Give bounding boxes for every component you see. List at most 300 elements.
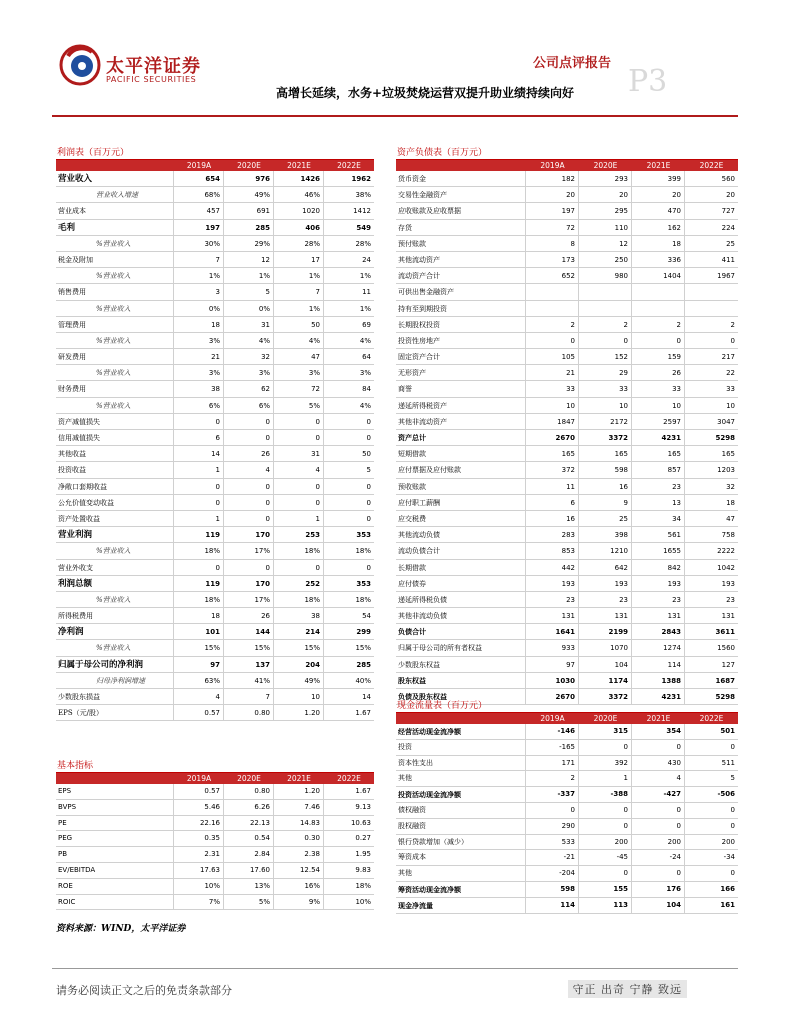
table-row — [56, 657, 374, 673]
table-row — [396, 268, 738, 284]
row-value: 69 — [362, 320, 371, 329]
row-value: 2670 — [526, 689, 579, 704]
table-row — [396, 527, 738, 543]
row-value: 4231 — [632, 689, 685, 704]
row-value: 1174 — [579, 673, 632, 688]
row-value: -34 — [723, 853, 735, 862]
row-label: 管理费用 — [56, 317, 174, 332]
row-value: 0 — [274, 414, 324, 429]
row-label: 毛利 — [56, 220, 174, 235]
row-label: %营业收入 — [56, 333, 174, 348]
year-header: 2021E — [646, 161, 671, 170]
row-value: 2597 — [632, 414, 685, 429]
row-value: 20 — [726, 191, 735, 200]
row-value: 0 — [366, 563, 371, 572]
row-value: 411 — [721, 255, 735, 264]
row-value: 176 — [632, 882, 685, 897]
year-header: 2019A — [186, 774, 212, 783]
table-row — [396, 398, 738, 414]
row-value: 23 — [632, 479, 685, 494]
row-value: 127 — [721, 660, 735, 669]
table-row — [56, 333, 374, 349]
row-value: 200 — [721, 837, 735, 846]
row-value: 406 — [274, 220, 324, 235]
table-row — [396, 866, 738, 882]
table-row — [56, 462, 374, 478]
disclaimer-text: 请务必阅读正文之后的免责条款部分 — [56, 984, 232, 997]
row-value: 144 — [224, 624, 274, 639]
row-value: 32 — [224, 349, 274, 364]
row-value: 200 — [632, 835, 685, 850]
row-value — [632, 284, 685, 299]
row-value: 6% — [224, 398, 274, 413]
row-value: 18 — [174, 317, 224, 332]
row-value: 3% — [224, 365, 274, 380]
table-row — [56, 879, 374, 895]
row-value: 1388 — [632, 673, 685, 688]
table-row — [396, 640, 738, 656]
row-value: 0 — [632, 819, 685, 834]
table-row — [396, 171, 738, 187]
row-value: 23 — [726, 595, 735, 604]
table-row — [396, 576, 738, 592]
row-value: 31 — [274, 446, 324, 461]
row-value: 0 — [730, 821, 735, 830]
table-row — [396, 543, 738, 559]
row-value: 501 — [720, 727, 735, 735]
table-title: 利润表（百万元） — [56, 147, 374, 160]
logo-chinese-name: 太平洋证券 — [106, 56, 201, 77]
row-value: 353 — [356, 579, 371, 588]
row-label: 应收账款及应收票据 — [396, 203, 526, 218]
row-value: 29 — [579, 365, 632, 380]
row-value: 15% — [224, 640, 274, 655]
row-value: 119 — [174, 576, 224, 591]
row-value: -506 — [717, 790, 735, 799]
row-value: 0 — [274, 430, 324, 445]
table-row — [56, 446, 374, 462]
row-value: 16 — [579, 479, 632, 494]
row-value: 252 — [274, 576, 324, 591]
row-value: 165 — [632, 446, 685, 461]
table-row — [396, 317, 738, 333]
row-value: 1% — [274, 268, 324, 283]
row-value: 0 — [579, 333, 632, 348]
year-header: 2019A — [540, 161, 565, 170]
row-value: 152 — [579, 349, 632, 364]
row-value: 654 — [174, 171, 224, 186]
table-row — [396, 608, 738, 624]
table-row — [56, 624, 374, 640]
row-value: 9.13 — [355, 802, 371, 811]
row-label: 股权融资 — [396, 819, 526, 834]
row-value: 392 — [579, 756, 632, 771]
data-source-note: 资料来源：WIND，太平洋证券 — [56, 924, 186, 934]
year-header: 2022E — [699, 714, 724, 723]
row-value: 49% — [224, 187, 274, 202]
row-value: 1426 — [274, 171, 324, 186]
row-value: -165 — [526, 740, 579, 755]
row-value: 1 — [174, 462, 224, 477]
row-label: 投资活动现金流净额 — [396, 787, 526, 802]
logo-english-name: PACIFIC SECURITIES — [106, 75, 197, 84]
row-value: 18% — [174, 543, 224, 558]
table-row — [396, 850, 738, 866]
year-header: 2021E — [646, 714, 671, 723]
row-value: 1655 — [632, 543, 685, 558]
row-value: 1.20 — [274, 705, 324, 720]
table-title: 基本指标 — [56, 760, 374, 773]
row-label: 筹资活动现金流净额 — [396, 882, 526, 897]
balance-sheet-table — [396, 147, 738, 705]
row-value: 17% — [224, 592, 274, 607]
row-value: 0 — [224, 479, 274, 494]
row-value: 18% — [355, 881, 371, 890]
row-value: 10 — [274, 689, 324, 704]
row-value: 0 — [366, 417, 371, 426]
row-value: 101 — [174, 624, 224, 639]
row-value: 0 — [579, 803, 632, 818]
row-value: 4 — [174, 689, 224, 704]
row-value: 1274 — [632, 640, 685, 655]
row-value: 200 — [579, 835, 632, 850]
table-row — [56, 592, 374, 608]
row-label: 筹资成本 — [396, 850, 526, 865]
year-header: 2019A — [186, 161, 212, 170]
row-value: 9 — [579, 495, 632, 510]
row-label: 长期股权投资 — [396, 317, 526, 332]
row-value: 28% — [355, 239, 371, 248]
row-label: 信用减值损失 — [56, 430, 174, 445]
row-value: 15% — [174, 640, 224, 655]
row-value: 1030 — [526, 673, 579, 688]
row-value: 0 — [579, 819, 632, 834]
row-value: 4 — [632, 771, 685, 786]
row-value: 5% — [224, 895, 274, 910]
row-value: 12.54 — [274, 863, 324, 878]
row-value: -388 — [579, 787, 632, 802]
row-value: 17.63 — [174, 863, 224, 878]
table-row — [396, 236, 738, 252]
row-value: 1641 — [526, 624, 579, 639]
row-value: 290 — [526, 819, 579, 834]
row-label: 可供出售金融资产 — [396, 284, 526, 299]
row-value: 2.84 — [224, 847, 274, 862]
row-value — [526, 284, 579, 299]
row-label: 投资 — [396, 740, 526, 755]
pacific-logo-icon — [58, 42, 102, 88]
table-row — [56, 317, 374, 333]
table-row — [56, 365, 374, 381]
row-value: 1070 — [579, 640, 632, 655]
row-label: 其他 — [396, 866, 526, 881]
row-value: 1.67 — [355, 787, 371, 795]
row-label: 投资收益 — [56, 462, 174, 477]
row-value: 1210 — [579, 543, 632, 558]
table-row — [56, 220, 374, 236]
row-value: 0.30 — [274, 831, 324, 846]
row-value: 173 — [526, 252, 579, 267]
row-label: %营业收入 — [56, 543, 174, 558]
row-value: 23 — [632, 592, 685, 607]
row-value: 2172 — [579, 414, 632, 429]
table-row — [396, 381, 738, 397]
row-value: 25 — [726, 239, 735, 248]
row-value: 7 — [174, 252, 224, 267]
row-value: 22.16 — [174, 816, 224, 831]
row-value: 25 — [579, 511, 632, 526]
row-value: 18% — [274, 592, 324, 607]
row-value: 0 — [274, 560, 324, 575]
table-row — [396, 657, 738, 673]
table-row — [396, 495, 738, 511]
row-value: 0 — [730, 805, 735, 814]
row-value: -21 — [526, 850, 579, 865]
row-value: 5% — [274, 398, 324, 413]
row-value: 4 — [274, 462, 324, 477]
row-value: 10.63 — [350, 818, 371, 827]
row-value: 0 — [366, 482, 371, 491]
row-value: -427 — [632, 787, 685, 802]
row-value: 131 — [579, 608, 632, 623]
table-row — [56, 203, 374, 219]
table-row — [56, 511, 374, 527]
row-value: 2199 — [579, 624, 632, 639]
company-slogan: 守正 出奇 宁静 致远 — [568, 980, 688, 998]
row-value: 104 — [579, 657, 632, 672]
table-row — [396, 724, 738, 740]
row-value: 10% — [174, 879, 224, 894]
row-label: 负债合计 — [396, 624, 526, 639]
row-value: 0.80 — [224, 784, 274, 799]
row-label: %营业收入 — [56, 236, 174, 251]
table-row — [56, 284, 374, 300]
row-label: 营业收入 — [56, 171, 174, 186]
row-label: PB — [56, 847, 174, 862]
row-value: 0.80 — [224, 705, 274, 720]
table-row — [56, 800, 374, 816]
row-label: PE — [56, 816, 174, 831]
row-value: 3372 — [579, 430, 632, 445]
company-logo — [58, 42, 208, 92]
row-value: -204 — [526, 866, 579, 881]
table-row — [56, 689, 374, 705]
table-row — [56, 705, 374, 721]
row-value: 2 — [579, 317, 632, 332]
row-value — [579, 301, 632, 316]
row-value: 41% — [224, 673, 274, 688]
row-label: 少数股东损益 — [56, 689, 174, 704]
row-value: 285 — [224, 220, 274, 235]
row-label: 其他非流动负债 — [396, 608, 526, 623]
row-label: 负债及股东权益 — [396, 689, 526, 704]
row-value: 758 — [721, 531, 735, 540]
row-value: 10% — [355, 897, 371, 906]
row-value: 170 — [224, 576, 274, 591]
table-row — [396, 898, 738, 914]
row-value: 22.13 — [224, 816, 274, 831]
row-value: 193 — [579, 576, 632, 591]
row-value: 1% — [224, 268, 274, 283]
row-value: 47 — [274, 349, 324, 364]
row-value: 3372 — [579, 689, 632, 704]
row-label: 其他非流动资产 — [396, 414, 526, 429]
table-row — [396, 673, 738, 689]
row-label: 其他流动负债 — [396, 527, 526, 542]
row-value: 857 — [632, 462, 685, 477]
table-row — [396, 624, 738, 640]
row-value: 14.83 — [274, 816, 324, 831]
table-row — [396, 203, 738, 219]
row-value: 0 — [526, 803, 579, 818]
row-value — [632, 301, 685, 316]
row-label: 资产总计 — [396, 430, 526, 445]
row-label: 存货 — [396, 220, 526, 235]
row-value: 1% — [359, 272, 371, 281]
row-value: 18% — [274, 543, 324, 558]
row-value: 10 — [579, 398, 632, 413]
table-row — [396, 819, 738, 835]
row-value: 933 — [526, 640, 579, 655]
row-value: 64 — [362, 353, 371, 362]
row-value: 171 — [526, 756, 579, 771]
table-row — [396, 592, 738, 608]
table-row — [396, 787, 738, 803]
row-label: 所得税费用 — [56, 608, 174, 623]
year-header: 2020E — [593, 161, 618, 170]
row-value: 0 — [224, 495, 274, 510]
row-value: 0% — [224, 301, 274, 316]
row-label: 营业收入增速 — [56, 187, 174, 202]
row-value: 0.35 — [174, 831, 224, 846]
row-value: 31 — [224, 317, 274, 332]
row-value: 33 — [579, 381, 632, 396]
table-row — [396, 349, 738, 365]
row-label: 商誉 — [396, 381, 526, 396]
row-value: 0 — [579, 740, 632, 755]
row-value: 7% — [174, 895, 224, 910]
row-value: 193 — [632, 576, 685, 591]
row-value: 0 — [224, 511, 274, 526]
row-value: 853 — [526, 543, 579, 558]
row-value: 2843 — [632, 624, 685, 639]
row-label: 流动资产合计 — [396, 268, 526, 283]
row-label: 净利润 — [56, 624, 174, 639]
row-label: EPS — [56, 784, 174, 799]
row-value: 26 — [632, 365, 685, 380]
row-label: %营业收入 — [56, 268, 174, 283]
row-value: 0 — [632, 803, 685, 818]
row-value: 1 — [579, 771, 632, 786]
row-value: 253 — [274, 527, 324, 542]
row-value: 40% — [355, 676, 371, 685]
row-value: 1% — [174, 268, 224, 283]
row-value: 32 — [726, 482, 735, 491]
row-value: 6 — [526, 495, 579, 510]
table-header — [396, 713, 738, 724]
row-label: 持有至到期投资 — [396, 301, 526, 316]
row-value: 29% — [224, 236, 274, 251]
row-value: 6% — [174, 398, 224, 413]
table-row — [56, 576, 374, 592]
row-value: 159 — [632, 349, 685, 364]
row-value: 7.46 — [274, 800, 324, 815]
row-value — [579, 284, 632, 299]
row-value: 470 — [632, 203, 685, 218]
row-value: 0 — [224, 430, 274, 445]
row-value: 33 — [526, 381, 579, 396]
row-label: 公允价值变动收益 — [56, 495, 174, 510]
row-label: 经营活动现金流净额 — [396, 724, 526, 739]
row-value: 4% — [224, 333, 274, 348]
table-row — [56, 847, 374, 863]
row-value: 1560 — [717, 644, 735, 653]
row-value: 131 — [721, 612, 735, 621]
row-label: 应付职工薪酬 — [396, 495, 526, 510]
row-value: 38 — [174, 381, 224, 396]
table-row — [396, 284, 738, 300]
year-header: 2022E — [699, 161, 724, 170]
report-title: 高增长延续，水务+垃圾焚烧运营双提升助业绩持续向好 — [276, 86, 575, 100]
row-value: 23 — [526, 592, 579, 607]
row-label: 营业成本 — [56, 203, 174, 218]
row-value: 131 — [526, 608, 579, 623]
row-value: 15% — [274, 640, 324, 655]
row-value: 18 — [632, 236, 685, 251]
row-value: 560 — [721, 175, 735, 183]
row-label: %营业收入 — [56, 398, 174, 413]
row-value: 4 — [224, 462, 274, 477]
row-value: 642 — [579, 560, 632, 575]
year-header: 2020E — [237, 774, 261, 783]
year-header: 2021E — [287, 161, 311, 170]
table-row — [396, 301, 738, 317]
row-value: 1967 — [717, 272, 735, 281]
row-label: 固定资产合计 — [396, 349, 526, 364]
row-value: 20 — [526, 187, 579, 202]
row-label: 销售费用 — [56, 284, 174, 299]
row-label: 应付债券 — [396, 576, 526, 591]
table-row — [396, 835, 738, 851]
row-value: 72 — [526, 220, 579, 235]
row-label: 资产处置收益 — [56, 511, 174, 526]
row-value: 353 — [356, 531, 371, 540]
row-label: 预收账款 — [396, 479, 526, 494]
table-row — [396, 365, 738, 381]
row-value: 5 — [730, 774, 735, 783]
row-value: 1020 — [274, 203, 324, 218]
row-value: 0% — [174, 301, 224, 316]
row-value: 72 — [274, 381, 324, 396]
row-label: 交易性金融资产 — [396, 187, 526, 202]
row-value: 1847 — [526, 414, 579, 429]
row-label: %营业收入 — [56, 301, 174, 316]
row-value: 652 — [526, 268, 579, 283]
row-label: 其他流动资产 — [396, 252, 526, 267]
row-value: 63% — [174, 673, 224, 688]
row-value: 17 — [274, 252, 324, 267]
row-value: 114 — [526, 898, 579, 913]
row-value: 11 — [526, 479, 579, 494]
row-value: 1 — [274, 511, 324, 526]
row-value: 442 — [526, 560, 579, 575]
row-value: 5298 — [715, 693, 735, 701]
table-row — [56, 673, 374, 689]
row-value: 1962 — [351, 175, 371, 183]
row-value: 14 — [174, 446, 224, 461]
row-value: 7 — [274, 284, 324, 299]
row-label: 货币资金 — [396, 171, 526, 186]
